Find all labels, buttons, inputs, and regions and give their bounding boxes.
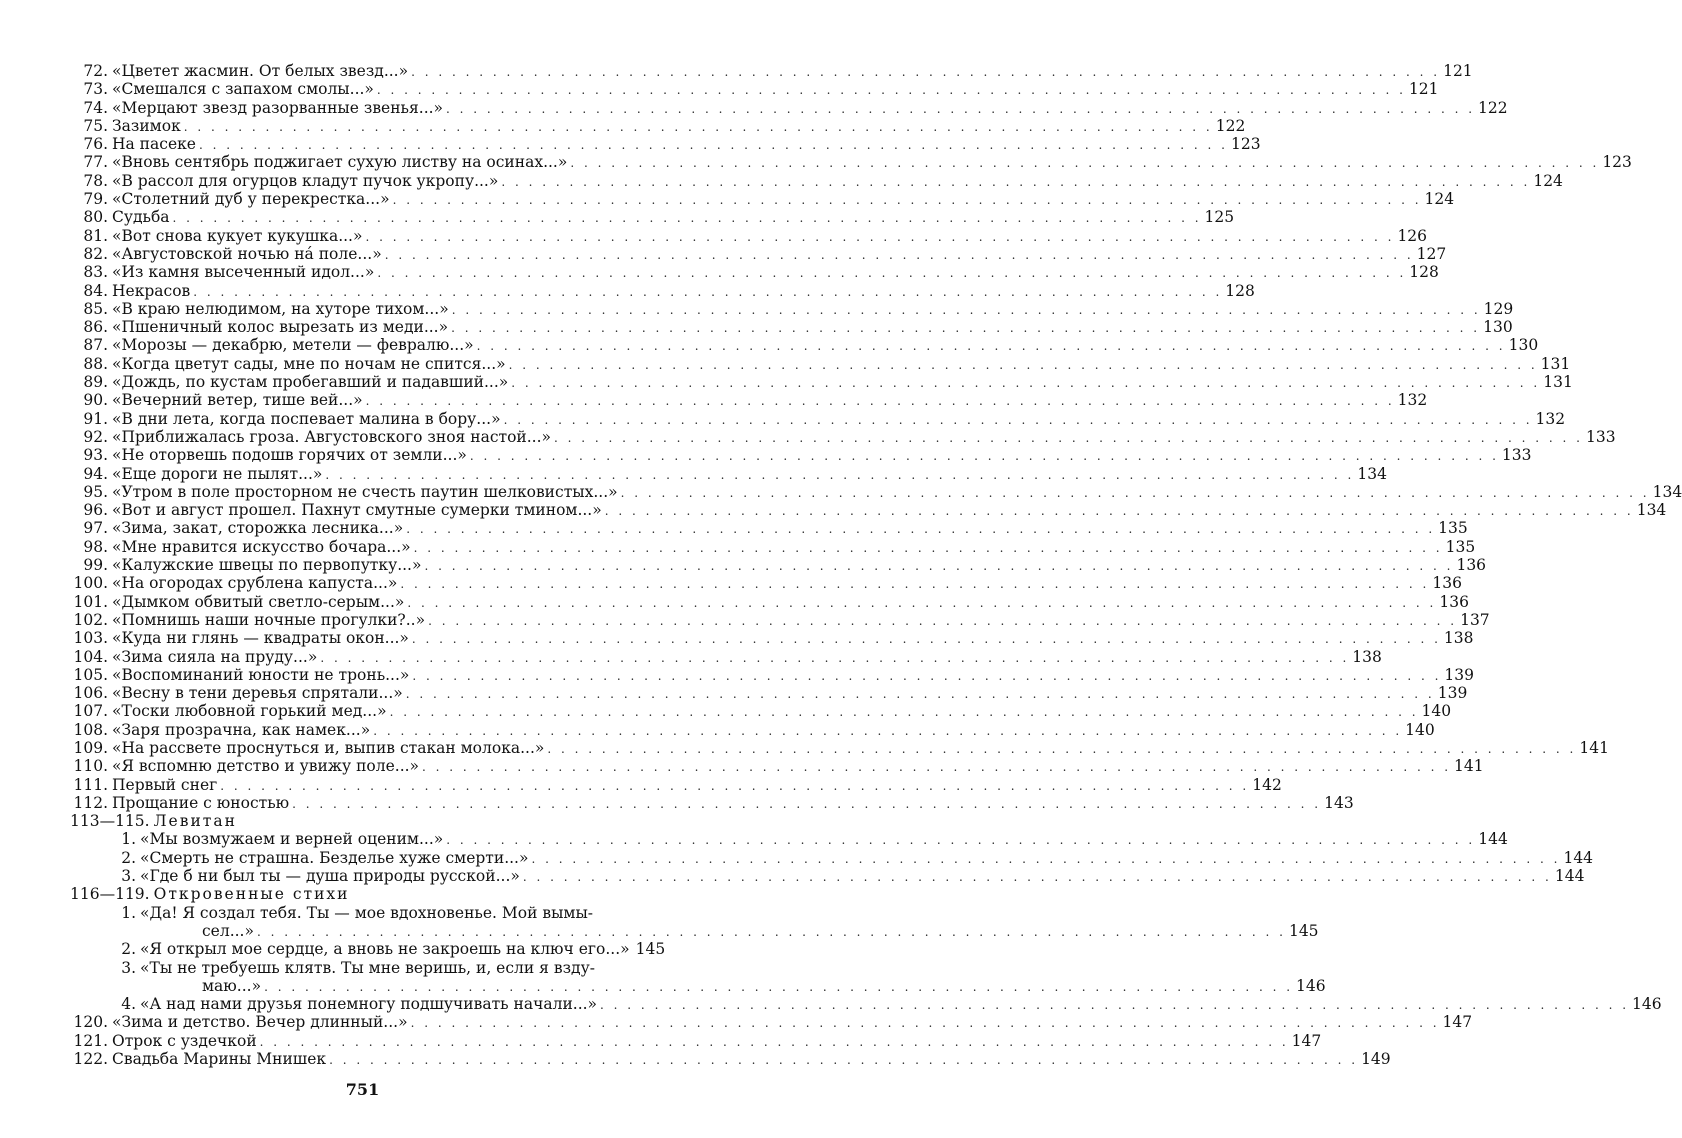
- dot-leader: [446, 831, 1475, 849]
- entry-title: Зазимок: [112, 116, 181, 135]
- entry-title: «Морозы — декабрю, метели — февралю...»: [112, 336, 474, 355]
- entry-number: 89.: [83, 373, 108, 392]
- entry-number: 107.: [73, 702, 108, 721]
- entry-number: 91.: [83, 409, 108, 428]
- dot-leader: [199, 136, 1228, 154]
- entry-page: 130: [1508, 336, 1539, 355]
- entry-number: 111.: [73, 775, 108, 794]
- entry-number: 3.: [121, 958, 136, 977]
- entry-number: 73.: [83, 80, 108, 99]
- toc-entry: [70, 684, 1468, 703]
- entry-title: «Не оторвешь подошв горячих от земли...»: [112, 446, 467, 465]
- dot-leader: [446, 100, 1475, 118]
- entry-page: 128: [1225, 281, 1255, 300]
- entry-page: 130: [1483, 318, 1513, 337]
- entry-page: 131: [1540, 354, 1571, 373]
- dot-leader: [385, 246, 1414, 264]
- toc-entry: [70, 647, 1382, 666]
- entry-number: 116—119.: [70, 885, 150, 904]
- entry-title: «Я открыл мое сердце, а вновь не закроешь на ключ его...»: [140, 940, 630, 959]
- toc-entry: [70, 354, 1571, 373]
- dot-leader: [554, 429, 1583, 447]
- entry-title: Некрасов: [112, 281, 191, 300]
- dot-leader: [504, 411, 1533, 429]
- entry-page: 147: [1442, 1013, 1473, 1032]
- entry-number: 96.: [83, 501, 108, 520]
- entry-page: 138: [1352, 647, 1382, 666]
- toc-entry: [70, 153, 1632, 172]
- toc-entry: [70, 519, 1468, 538]
- dot-leader: [605, 502, 1634, 520]
- entry-title: «Вечерний ветер, тише вей...»: [112, 391, 363, 410]
- entry-title: «Дымком обвитый светло-серым...»: [112, 592, 405, 611]
- entry-title: «Весну в тени деревья спрятали...»: [112, 684, 403, 703]
- entry-page: 133: [1501, 446, 1532, 465]
- toc-entry: [70, 190, 1455, 209]
- dot-leader: [325, 466, 1354, 484]
- dot-leader: [414, 539, 1443, 557]
- toc-entry: [70, 1013, 1473, 1032]
- entry-number: 100.: [73, 574, 108, 593]
- entry-title: «Мы возмужаем и верней оценим...»: [140, 830, 444, 849]
- dot-leader: [452, 301, 1481, 319]
- entry-number: 97.: [83, 519, 108, 538]
- entry-number: 83.: [83, 263, 108, 282]
- entry-title: «В дни лета, когда поспевает малина в бору...»: [112, 409, 501, 428]
- dot-leader: [173, 209, 1202, 227]
- entry-page: 127: [1416, 244, 1447, 263]
- toc-entry: [70, 830, 1508, 849]
- entry-number: 78.: [83, 171, 108, 190]
- entry-number: 82.: [83, 244, 108, 263]
- entry-title: «Приближалась гроза. Августовского зноя настой...»: [112, 427, 551, 446]
- toc-entry: [70, 702, 1452, 721]
- dot-leader: [411, 63, 1440, 81]
- dot-leader: [411, 1014, 1440, 1032]
- entry-page: 132: [1397, 391, 1428, 410]
- toc-entry: [70, 263, 1439, 282]
- dot-leader: [377, 264, 1406, 282]
- entry-page: 137: [1460, 610, 1490, 629]
- entry-title: «Вот и август прошел. Пахнут смутные сумерки тмином...»: [112, 501, 602, 520]
- entry-number: 95.: [83, 482, 108, 501]
- entry-page: 142: [1252, 775, 1282, 794]
- entry-page: 140: [1405, 720, 1435, 739]
- entry-title: «Мерцают звезд разорванные звенья...»: [112, 98, 444, 117]
- entry-title: «Куда ни глянь — квадраты окон...»: [112, 629, 409, 648]
- dot-leader: [501, 173, 1530, 191]
- entry-page: 124: [1533, 171, 1563, 190]
- toc-entry: [70, 720, 1435, 739]
- entry-title: маю...»: [202, 976, 262, 995]
- entry-page: 135: [1445, 537, 1476, 556]
- entry-page: 136: [1456, 556, 1487, 575]
- entry-page: 132: [1535, 409, 1566, 428]
- toc-entry: [70, 373, 1573, 392]
- entry-page: 129: [1483, 299, 1514, 318]
- entry-page: 139: [1444, 665, 1474, 684]
- entry-title: «Ты не требуешь клятв. Ты мне веришь, и, если я взду-: [140, 958, 595, 977]
- entry-page: 134: [1652, 482, 1682, 501]
- entry-number: 79.: [83, 190, 108, 209]
- dot-leader: [428, 612, 1457, 630]
- entry-page: 123: [1230, 135, 1261, 154]
- dot-leader: [373, 722, 1402, 740]
- entry-page: 124: [1424, 190, 1455, 209]
- entry-title: Левитан: [153, 812, 237, 831]
- entry-title: «Мне нравится искусство бочара...»: [112, 537, 411, 556]
- entry-number: 98.: [83, 537, 108, 556]
- toc-entry: [70, 482, 1682, 501]
- toc-entry: [70, 665, 1474, 684]
- dot-leader: [292, 795, 1321, 813]
- entry-number: 112.: [73, 793, 108, 812]
- toc-entry: [70, 391, 1428, 410]
- dot-leader: [400, 575, 1429, 593]
- toc-entry: [70, 171, 1563, 190]
- entry-title: «Зима сияла на пруду...»: [112, 647, 318, 666]
- entry-title: «Заря прозрачна, как намек...»: [112, 720, 371, 739]
- toc-entry: [70, 738, 1609, 757]
- entry-page: 144: [1478, 830, 1508, 849]
- dot-leader: [621, 484, 1650, 502]
- entry-number: 120.: [73, 1013, 108, 1032]
- entry-page: 145: [1288, 921, 1319, 940]
- entry-number: 85.: [83, 299, 108, 318]
- toc-entry: [70, 80, 1439, 99]
- entry-number: 1.: [121, 903, 136, 922]
- dot-leader: [547, 740, 1576, 758]
- entry-page: 145: [635, 940, 666, 959]
- dot-leader: [477, 337, 1506, 355]
- toc-entry: [70, 464, 1387, 483]
- toc-entry: [70, 885, 658, 903]
- toc-entry: [70, 574, 1462, 593]
- entry-page: 133: [1585, 427, 1616, 446]
- entry-number: 108.: [73, 720, 108, 739]
- toc-entry: [70, 135, 1261, 154]
- entry-page: 136: [1432, 574, 1462, 593]
- entry-title: «На рассвете проснуться и, выпив стакан молока...»: [112, 738, 545, 757]
- entry-page: 121: [1443, 62, 1473, 80]
- entry-title: «Пшеничный колос вырезать из меди...»: [112, 318, 449, 337]
- dot-leader: [365, 228, 1394, 246]
- toc-entry: [70, 995, 1662, 1014]
- toc-entry: [70, 501, 1667, 520]
- entry-page: 144: [1563, 848, 1594, 867]
- page-number: 751: [345, 1080, 380, 1099]
- entry-number: 80.: [83, 208, 108, 227]
- entry-number: 109.: [73, 738, 108, 757]
- dot-leader: [424, 557, 1453, 575]
- entry-title: «Тоски любовной горький мед...»: [112, 702, 387, 721]
- entry-number: 104.: [73, 647, 108, 666]
- entry-number: 99.: [83, 556, 108, 575]
- dot-leader: [511, 374, 1540, 392]
- entry-title: «Где б ни был ты — душа природы русской...»: [140, 867, 520, 886]
- entry-number: 87.: [83, 336, 108, 355]
- dot-leader: [264, 978, 1293, 996]
- toc-entry: [70, 1050, 1391, 1069]
- entry-title: «На огородах срублена капуста...»: [112, 574, 398, 593]
- entry-page: 141: [1579, 738, 1609, 757]
- toc-entry: [70, 793, 1354, 812]
- toc-entry: [70, 592, 1469, 611]
- entry-page: 134: [1636, 501, 1667, 520]
- entry-page: 122: [1478, 98, 1508, 117]
- entry-number: 86.: [83, 318, 108, 337]
- entry-title: Свадьба Марины Мнишек: [112, 1050, 327, 1069]
- entry-number: 106.: [73, 684, 108, 703]
- dot-leader: [412, 667, 1441, 685]
- dot-leader: [407, 594, 1436, 612]
- table-of-contents: [70, 62, 1682, 1069]
- toc-entry: [70, 98, 1508, 117]
- entry-number: 93.: [83, 446, 108, 465]
- toc-entry: [70, 427, 1616, 446]
- toc-entry: [70, 867, 1585, 886]
- toc-entry: [70, 848, 1594, 867]
- entry-title: Прощание с юностью: [112, 793, 290, 812]
- entry-page: 135: [1438, 519, 1468, 538]
- toc-entry: [70, 336, 1539, 355]
- dot-leader: [366, 392, 1395, 410]
- entry-title: Судьба: [112, 208, 170, 227]
- entry-page: 141: [1454, 757, 1484, 776]
- entry-number: 88.: [83, 354, 108, 373]
- entry-page: 131: [1543, 373, 1573, 392]
- entry-title: «Воспоминаний юности не тронь...»: [112, 665, 410, 684]
- toc-entry: [70, 537, 1476, 556]
- toc-entry: [70, 446, 1532, 465]
- dot-leader: [390, 703, 1419, 721]
- entry-title: «Вот снова кукует кукушка...»: [112, 226, 363, 245]
- dot-leader: [412, 630, 1441, 648]
- entry-title: «Августовской ночью на́ поле...»: [112, 244, 382, 263]
- toc-entry: [70, 629, 1474, 648]
- entry-number: 2.: [121, 848, 136, 867]
- toc-entry: [70, 244, 1447, 263]
- toc-entry: [70, 959, 658, 977]
- entry-number: 121.: [73, 1031, 108, 1050]
- dot-leader: [570, 154, 1599, 172]
- entry-number: 122.: [73, 1050, 108, 1069]
- dot-leader: [523, 868, 1552, 886]
- entry-page: 149: [1361, 1050, 1391, 1069]
- toc-entry: [70, 775, 1282, 794]
- dot-leader: [257, 923, 1286, 941]
- entry-title: Первый снег: [112, 775, 218, 794]
- dot-leader: [260, 1033, 1289, 1051]
- entry-number: 113—115.: [70, 812, 150, 831]
- entry-number: 81.: [83, 226, 108, 245]
- entry-number: 105.: [73, 665, 108, 684]
- toc-entry: [70, 62, 1473, 80]
- entry-page: 146: [1632, 995, 1662, 1014]
- entry-page: 134: [1357, 464, 1387, 483]
- entry-title: «Столетний дуб у перекрестка...»: [112, 190, 390, 209]
- entry-title: сел...»: [202, 921, 254, 940]
- entry-page: 138: [1443, 629, 1474, 648]
- entry-page: 146: [1296, 976, 1326, 995]
- entry-page: 122: [1215, 116, 1246, 135]
- dot-leader: [184, 118, 1213, 136]
- toc-entry: [70, 940, 666, 959]
- entry-number: 94.: [83, 464, 108, 483]
- entry-title: «Смешался с запахом смолы...»: [112, 80, 374, 99]
- entry-number: 75.: [83, 116, 108, 135]
- entry-title: «Дождь, по кустам пробегавший и падавший...»: [112, 373, 509, 392]
- toc-entry: [70, 116, 1246, 135]
- toc-entry: [70, 976, 1326, 995]
- toc-entry: [70, 757, 1484, 776]
- entry-title: «Смерть не страшна. Безделье хуже смерти...»: [140, 848, 529, 867]
- entry-title: «Когда цветут сады, мне по ночам не спится...»: [112, 354, 506, 373]
- dot-leader: [193, 283, 1222, 301]
- entry-number: 77.: [83, 153, 108, 172]
- dot-leader: [329, 1051, 1358, 1069]
- entry-number: 102.: [73, 610, 108, 629]
- entry-number: 90.: [83, 391, 108, 410]
- toc-entry: [70, 318, 1513, 337]
- entry-title: Откровенные стихи: [153, 885, 350, 904]
- toc-entry: [70, 409, 1566, 428]
- dot-leader: [220, 777, 1249, 795]
- toc-entry: [70, 610, 1490, 629]
- entry-title: «В рассол для огурцов кладут пучок укропу...»: [112, 171, 499, 190]
- dot-leader: [406, 685, 1435, 703]
- entry-title: «А над нами друзья понемногу подшучивать начали...»: [140, 995, 598, 1014]
- entry-title: На пасеке: [112, 135, 196, 154]
- toc-entry: [70, 281, 1255, 300]
- entry-page: 144: [1554, 867, 1585, 886]
- entry-page: 123: [1602, 153, 1632, 172]
- entry-number: 72.: [83, 62, 108, 80]
- entry-page: 143: [1324, 793, 1354, 812]
- dot-leader: [377, 81, 1406, 99]
- dot-leader: [393, 191, 1422, 209]
- entry-number: 103.: [73, 629, 108, 648]
- dot-leader: [320, 649, 1349, 667]
- entry-page: 147: [1291, 1031, 1322, 1050]
- toc-entry: [70, 556, 1487, 575]
- entry-page: 136: [1439, 592, 1469, 611]
- entry-title: «Из камня высеченный идол...»: [112, 263, 375, 282]
- entry-number: 76.: [83, 135, 108, 154]
- entry-title: «В краю нелюдимом, на хуторе тихом...»: [112, 299, 449, 318]
- entry-title: «Еще дороги не пылят...»: [112, 464, 323, 483]
- entry-page: 128: [1409, 263, 1439, 282]
- dot-leader: [406, 520, 1435, 538]
- dot-leader: [451, 319, 1480, 337]
- entry-title: «Цветет жасмин. От белых звезд...»: [112, 62, 409, 80]
- entry-page: 140: [1421, 702, 1452, 721]
- dot-leader: [509, 356, 1538, 374]
- dot-leader: [531, 850, 1560, 868]
- entry-number: 74.: [83, 98, 108, 117]
- entry-page: 126: [1397, 226, 1428, 245]
- dot-leader: [422, 758, 1451, 776]
- entry-number: 110.: [73, 757, 108, 776]
- entry-title: «Калужские швецы по первопутку...»: [112, 556, 422, 575]
- entry-page: 121: [1408, 80, 1439, 99]
- entry-number: 1.: [121, 830, 136, 849]
- entry-number: 84.: [83, 281, 108, 300]
- entry-page: 139: [1437, 684, 1468, 703]
- entry-number: 3.: [121, 867, 136, 886]
- entry-title: Отрок с уздечкой: [112, 1031, 257, 1050]
- toc-entry: [70, 904, 658, 922]
- entry-title: «Утром в поле просторном не счесть паутин шелковистых...»: [112, 482, 618, 501]
- entry-number: 4.: [121, 995, 136, 1014]
- entry-number: 101.: [73, 592, 108, 611]
- dot-leader: [600, 996, 1629, 1014]
- toc-entry: [70, 226, 1428, 245]
- entry-title: «Да! Я создал тебя. Ты — мое вдохновенье. Мой вымы-: [140, 903, 594, 922]
- toc-entry: [70, 812, 658, 830]
- entry-title: «Я вспомню детство и увижу поле...»: [112, 757, 420, 776]
- entry-title: «Помнишь наши ночные прогулки?..»: [112, 610, 426, 629]
- toc-entry: [70, 1031, 1322, 1050]
- toc-entry: [70, 208, 1235, 227]
- entry-title: «Вновь сентябрь поджигает сухую листву на осинах...»: [112, 153, 568, 172]
- entry-number: 92.: [83, 427, 108, 446]
- entry-title: «Зима и детство. Вечер длинный...»: [112, 1013, 408, 1032]
- entry-title: «Зима, закат, сторожка лесника...»: [112, 519, 404, 538]
- toc-entry: [70, 299, 1514, 318]
- entry-number: 2.: [121, 940, 136, 959]
- dot-leader: [470, 447, 1499, 465]
- toc-entry: [70, 921, 1319, 940]
- entry-page: 125: [1204, 208, 1235, 227]
